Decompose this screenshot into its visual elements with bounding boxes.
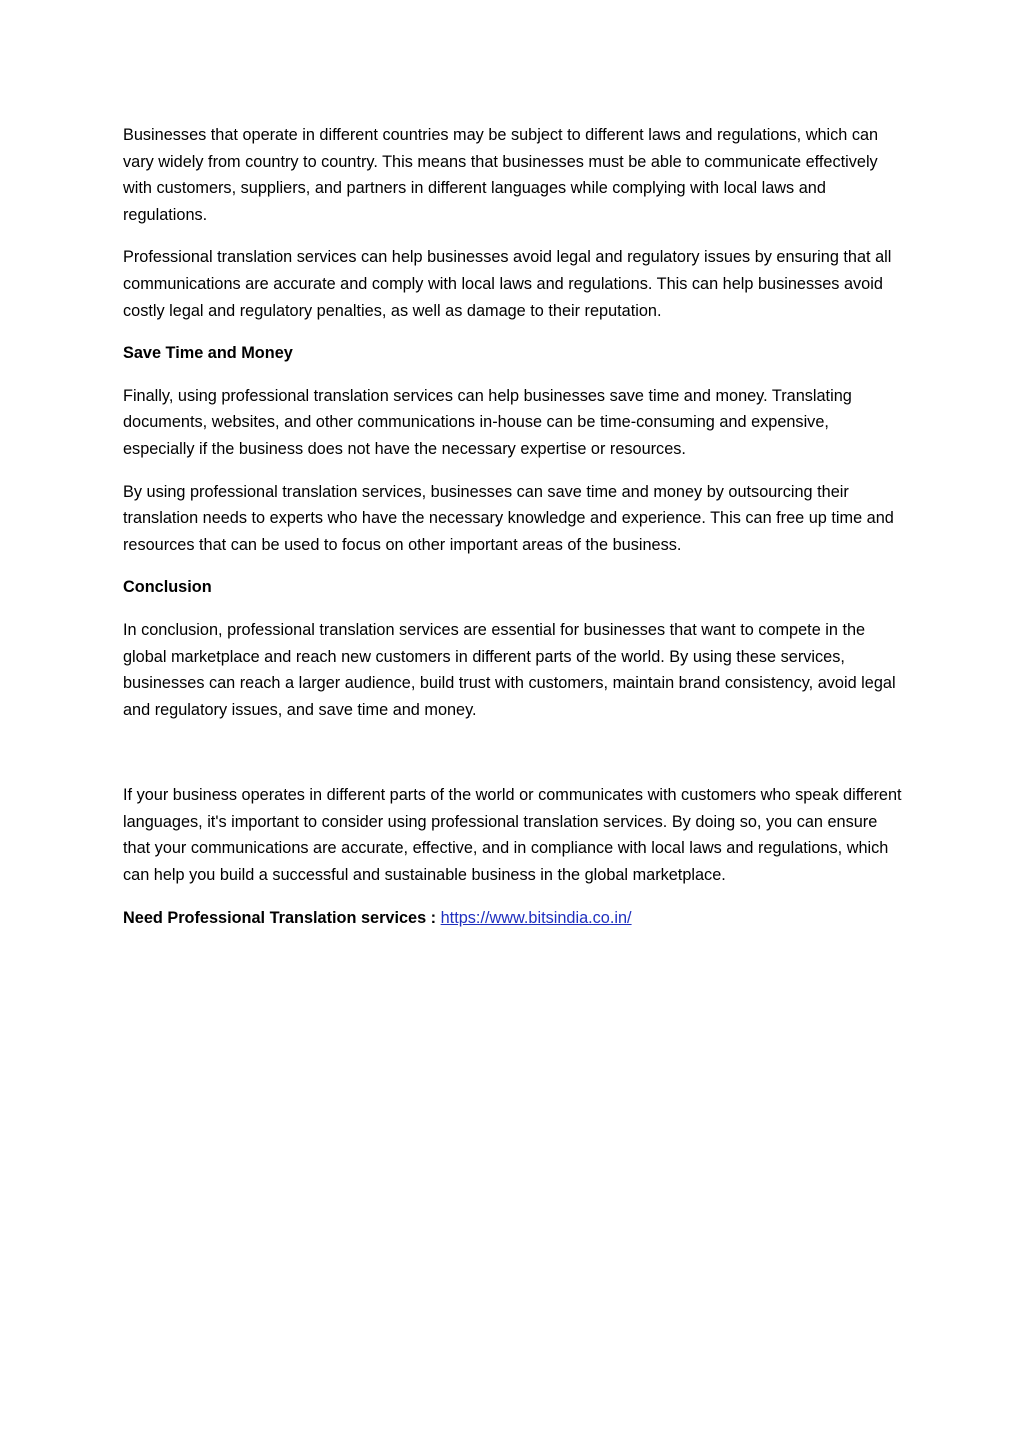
heading-conclusion: Conclusion — [123, 578, 212, 597]
heading-save-time-money: Save Time and Money — [123, 344, 293, 363]
cta-label: Need Professional Translation services : — [123, 908, 441, 927]
paragraph-conclusion-2: If your business operates in different parts of the world or communicates with customers who speak different languages, it's important to consider using professional translation services. By doing so, you can ensure that your communications are accurate, effective, and in compliance with local laws and regulations, which can help you build a successful and sustainable business in the global marketplace. — [123, 786, 902, 885]
paragraph-conclusion-1: In conclusion, professional translation services are essential for businesses that want to compete in the global marketplace and reach new customers in different parts of the world. By using these services, businesses can reach a larger audience, build trust with customers, maintain brand consistency, avoid legal and regulatory issues, and save time and money. — [123, 620, 896, 719]
website-link[interactable]: https://www.bitsindia.co.in/ — [440, 908, 632, 927]
paragraph-laws-regulations: Businesses that operate in different countries may be subject to different laws and regulations, which can vary widely from country to country. This means that businesses must be able to communicate effectively with customers, suppliers, and partners in different languages while complying with local laws and regulations. — [123, 126, 879, 224]
call-to-action — [123, 905, 903, 932]
paragraph-save-time-money-2: By using professional translation services, businesses can save time and money by outsourcing their translation needs to experts who have the necessary knowledge and experience. This can free up time and resources that can be used to focus on other important areas of the business. — [123, 482, 894, 554]
blank-line — [123, 739, 903, 782]
paragraph-avoid-legal-issues: Professional translation services can help businesses avoid legal and regulatory issues by ensuring that all communications are accurate and comply with local laws and regulations. This can help businesses avoid costly legal and regulatory penalties, as well as damage to their reputation. — [123, 248, 892, 320]
paragraph-save-time-money-1: Finally, using professional translation services can help businesses save time and money. Translating documents, websites, and other communications in-house can be time-consuming and expensive, especially if the business does not have the necessary expertise or resources. — [123, 386, 852, 458]
document-page — [123, 122, 903, 931]
